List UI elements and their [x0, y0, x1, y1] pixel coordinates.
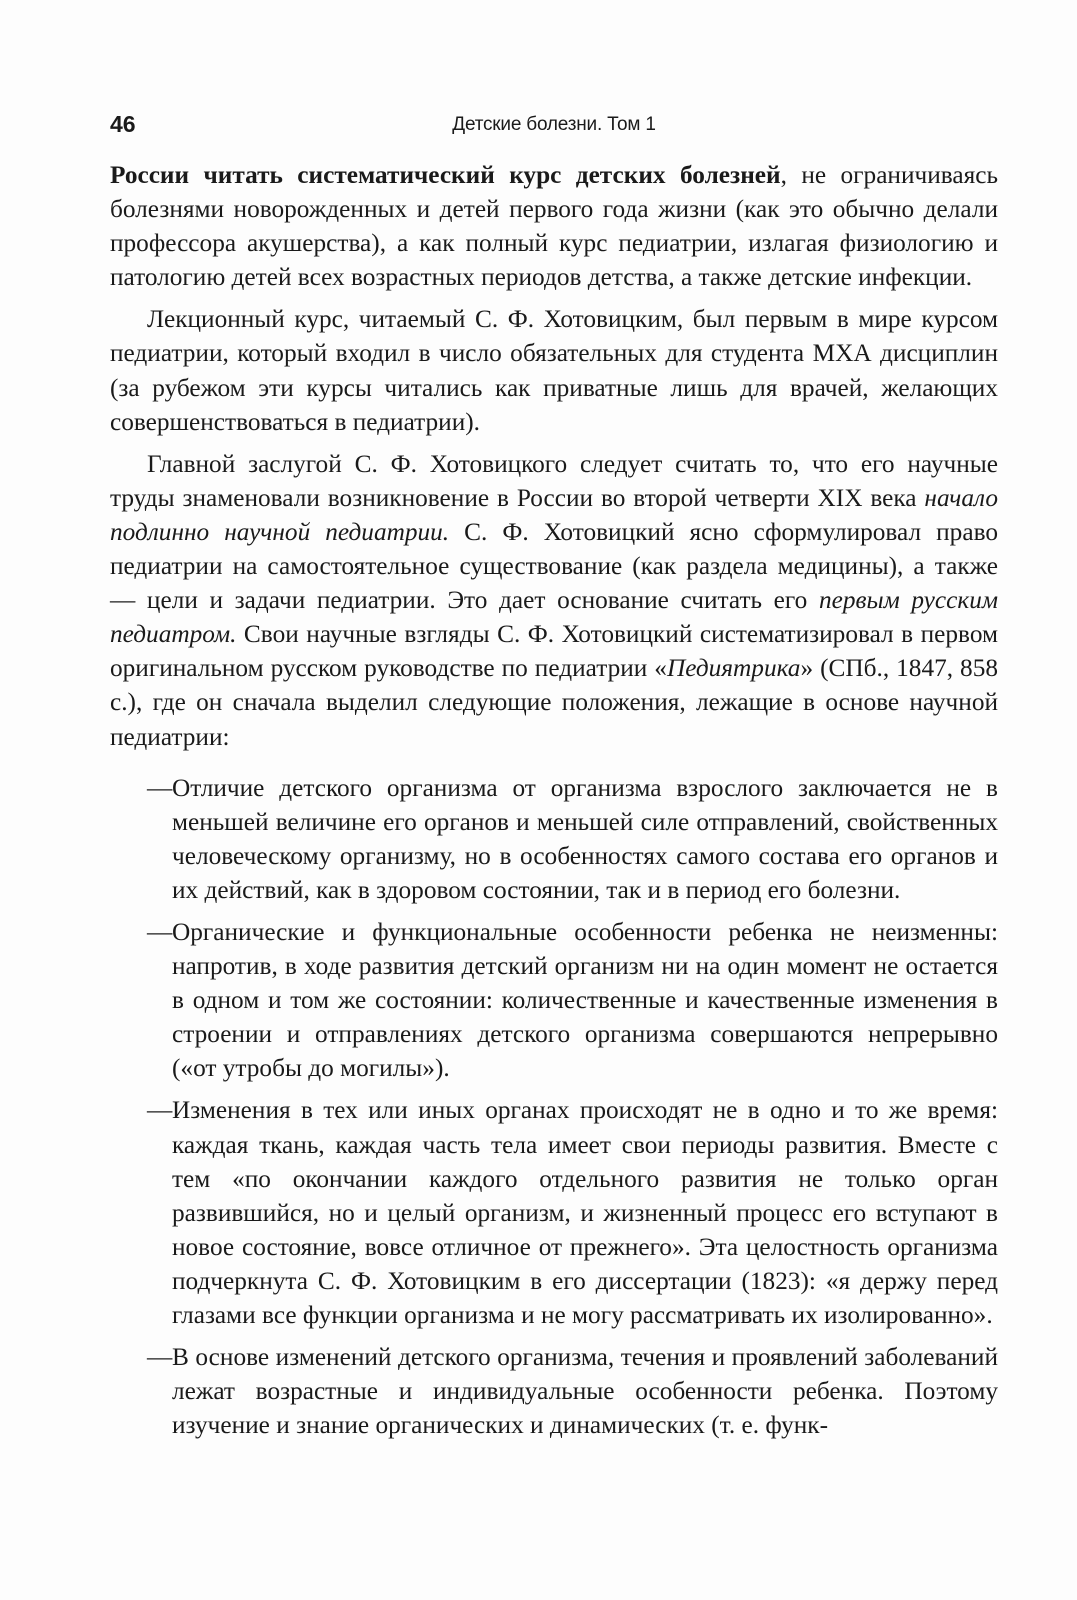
italic-phrase-1: начало подлинно научной педиатрии.: [110, 483, 998, 546]
dash-bullet: —: [147, 917, 173, 946]
list-item-text: В основе изменений детского организма, течения и проявлений заболеваний лежат возрастные и индивидуальные особенности ребенка. Поэтому изучение и знание органических и динамических (т. е. функ-: [172, 1343, 998, 1440]
list-item-text: Изменения в тех или иных органах происходят не в одно и то же время: каждая ткань, каждая часть тела имеет свои периоды развития. Вместе с тем «по окончании каждого отдельного развития не только орган развившийся, но и целый организм, и жизненный процесс его вступают в новое состояние, вовсе отличное от прежнего». Эта целостность организма подчеркнута С. Ф. Хотовицким в его диссертации (1823): «я держу перед глазами все функции организма и не могу рассматривать их изолированно».: [172, 1096, 998, 1329]
running-head: [110, 111, 998, 143]
bold-phrase: России читать систематический курс детских болезней: [110, 161, 781, 189]
paragraph-2: Лекционный курс, читаемый С. Ф. Хотовицким, был первым в мире курсом педиатрии, который входил в число обязательных для студента МХА дисциплин (за рубежом эти курсы читались как приватные лишь для врачей, желающих совершенствоваться в педиатрии).: [110, 305, 998, 436]
list-item-text: Отличие детского организма от организма взрослого заключается не в меньшей величине его органов и меньшей силе отправлений, свойственных человеческому организму, но в особенностях самого состава его органов и их действий, как в здоровом состоянии, так и в период его болезни.: [172, 773, 998, 904]
list-item-text: Органические и функциональные особенности ребенка не неизменны: напротив, в ходе развития детский организм ни на один момент не остается в одном и том же состоянии: количественные и качественные изменения в строении и отправлениях детского организма совершаются непрерывно («от утробы до могилы»).: [172, 917, 998, 1083]
paragraph-3: [110, 447, 998, 754]
text-body: [110, 158, 998, 1450]
list-item: [110, 771, 998, 907]
paragraph-1-text: , не ограничиваясь болезнями новорожденных и детей первого года жизни (как это обычно делали профессора акушерства), а как полный курс педиатрии, излагая физиологию и патологию детей всех возрастных периодов детства, а также детские инфекции.: [110, 161, 998, 292]
dash-bullet: —: [147, 773, 173, 802]
list-item: [110, 1093, 998, 1332]
paragraph-1: [110, 158, 998, 294]
book-title: Детские болезни. Том 1: [452, 114, 656, 135]
paragraph-3-text-3: Свои научные взгляды С. Ф. Хотовицкий систематизировал в первом оригинальном русском руководстве по педиатрии «: [110, 620, 998, 683]
paragraph-3-text-2: С. Ф. Хотовицкий ясно сформулировал право педиатрии на самостоятельное существование (как раздела медицины), а также — цели и задачи педиатрии. Это дает основание считать его: [110, 517, 998, 615]
dash-bullet: —: [147, 1343, 173, 1372]
paragraph-3-text-4: » (СПб., 1847, 858 с.), где он сначала выделил следующие положения, лежащие в основе научной педиатрии:: [110, 654, 998, 751]
paragraph-3-text-1: Главной заслугой С. Ф. Хотовицкого следует считать то, что его научные труды знаменовали возникновение в России во второй четверти XIX века: [110, 449, 998, 512]
italic-book-title: Педиятрика: [666, 654, 801, 683]
page-number: 46: [110, 111, 136, 137]
list-item: [110, 1340, 998, 1442]
dash-bullet: —: [147, 1096, 173, 1125]
italic-phrase-2: первым русским педиатром.: [110, 586, 998, 649]
principles-list: [110, 771, 998, 1443]
list-item: [110, 915, 998, 1085]
